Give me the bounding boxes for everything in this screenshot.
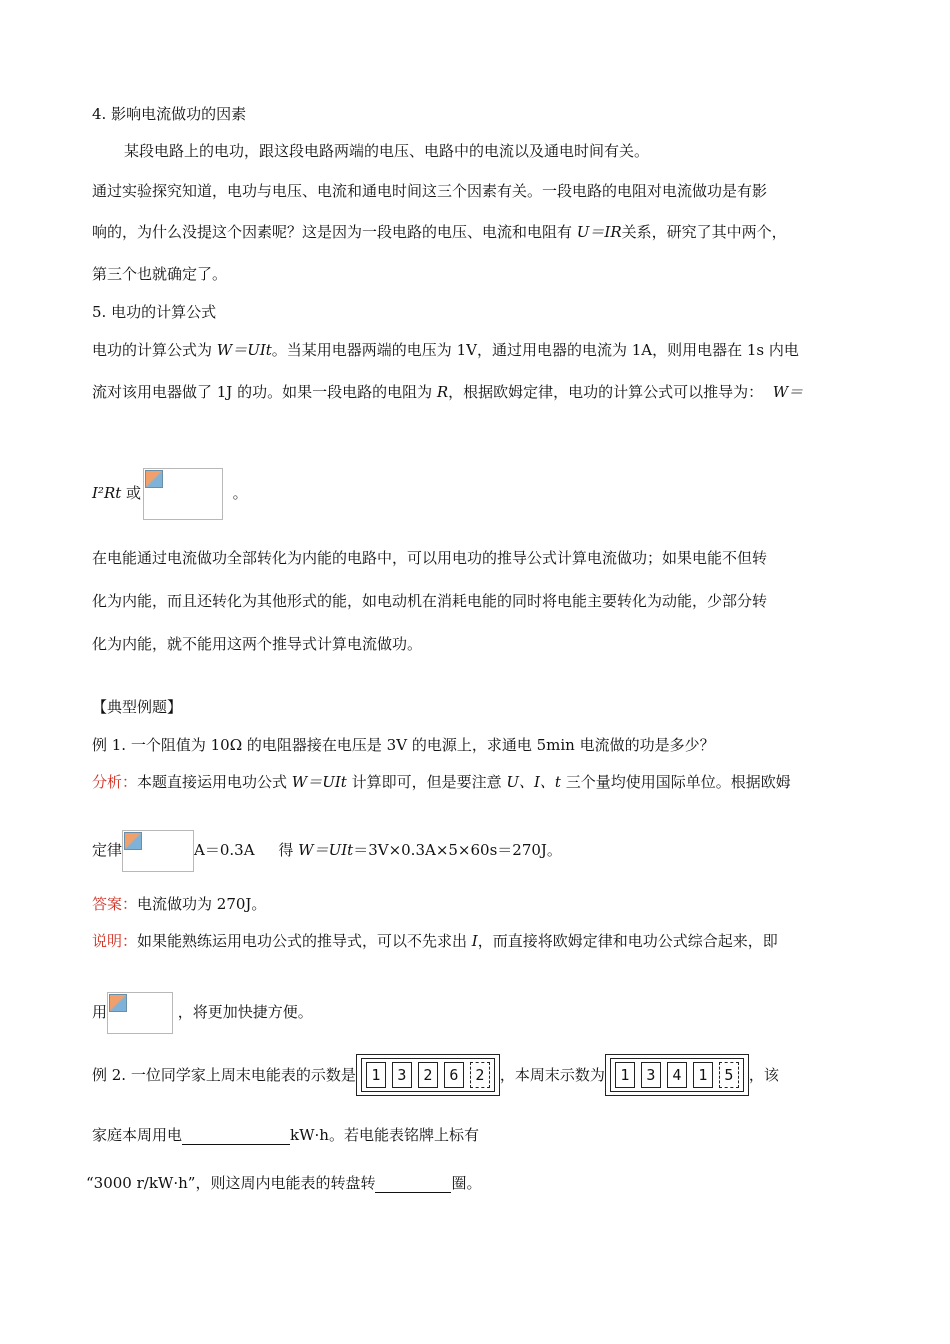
section-5-heading: 5. 电功的计算公式	[92, 303, 217, 321]
text-segment: 或	[121, 484, 142, 502]
text-segment: 本题直接运用电功公式	[137, 773, 292, 791]
text-segment: ＝3V×0.3A×5×60s＝270J。	[353, 841, 562, 859]
section-5-paragraph-line-3: 化为内能，就不能用这两个推导式计算电流做功。	[92, 635, 423, 653]
text-segment: ，本周末示数为	[499, 1066, 605, 1084]
example-1-ohms-law-line	[92, 828, 562, 872]
example-1-note	[92, 931, 778, 951]
variable-i: I	[471, 932, 478, 950]
energy-meter-this-week	[605, 1054, 749, 1096]
text-segment: 响的，为什么没提这个因素呢？这是因为一段电路的电压、电流和电阻有	[92, 223, 577, 241]
text-segment: A＝0.3A	[194, 841, 255, 859]
section-4-paragraph-2-line-1	[92, 181, 860, 201]
broken-image-icon	[124, 832, 142, 850]
variable-r: R	[436, 383, 449, 401]
example-2-question-line-2	[92, 1125, 479, 1145]
example-1-analysis	[92, 772, 791, 792]
section-4-paragraph-2-line-2	[92, 222, 787, 242]
meter-digit: 6	[444, 1062, 464, 1088]
text-segment: ，根据欧姆定律，电功的计算公式可以推导为：	[448, 383, 764, 401]
text-segment: 流对该用电器做了 1J 的功。如果一段电路的电阻为	[92, 383, 437, 401]
meter-decimal-digit: 2	[470, 1062, 490, 1088]
text-segment: 三个量均使用国际单位。根据欧姆	[560, 773, 791, 791]
formula-w-uit: W＝UIt	[291, 773, 347, 791]
meter-digit: 1	[366, 1062, 386, 1088]
formula-i2rt: I²Rt	[92, 484, 122, 502]
section-5-line-3	[92, 466, 248, 520]
examples-heading: 【典型例题】	[92, 698, 183, 716]
example-1-question: 例 1. 一个阻值为 10Ω 的电阻器接在电压是 3V 的电源上，求通电 5min 电流做的功是多少？	[92, 736, 715, 754]
example-2-question-line-1	[92, 1053, 779, 1097]
text-segment: 。	[232, 484, 248, 502]
text-segment: 用	[92, 1003, 108, 1021]
section-4-paragraph-2-line-3: 第三个也就确定了。	[92, 265, 228, 283]
variables-u-i-t: U、I、t	[506, 773, 561, 791]
meter-digit: 3	[641, 1062, 661, 1088]
text-segment: 家庭本周用电	[92, 1126, 183, 1144]
meter-digit: 3	[392, 1062, 412, 1088]
text-segment: 通过实验探究知道，电功与电压、电流和通电时间这三个因素有关。一段电路的电阻对电流做功是有影	[92, 182, 768, 200]
answer-blank-energy[interactable]	[182, 1128, 290, 1145]
text-segment: ，将更加快捷方便。	[177, 1003, 313, 1021]
broken-image-icon	[109, 994, 127, 1012]
formula-image-placeholder	[122, 830, 194, 872]
formula-u-ir: U＝IR	[576, 223, 622, 241]
analysis-label: 分析：	[92, 773, 138, 791]
section-5-line-2	[92, 382, 803, 402]
section-5-paragraph-line-1	[92, 548, 860, 568]
answer-blank-revolutions[interactable]	[375, 1176, 451, 1193]
example-1-answer	[92, 894, 266, 914]
text-segment: 如果能熟练运用电功公式的推导式，可以不先求出	[137, 932, 472, 950]
meter-digit: 2	[418, 1062, 438, 1088]
text-segment: 化为内能，而且还转化为其他形式的能，如电动机在消耗电能的同时将电能主要转化为动能，少部分转	[92, 592, 768, 610]
meter-digit: 1	[693, 1062, 713, 1088]
meter-decimal-digit: 5	[719, 1062, 739, 1088]
example-2-question-line-3	[86, 1173, 481, 1193]
text-segment: “3000 r/kW·h”，则这周内电能表的转盘转	[86, 1174, 376, 1192]
text-segment: 圈。	[451, 1174, 482, 1192]
text-segment: ，该	[748, 1066, 779, 1084]
formula-w-equals: W＝	[772, 383, 804, 401]
section-4-heading: 4. 影响电流做功的因素	[92, 105, 247, 123]
note-label: 说明：	[92, 932, 138, 950]
energy-meter-last-week	[356, 1054, 500, 1096]
broken-image-icon	[145, 470, 163, 488]
formula-w-uit: W＝UIt	[298, 841, 354, 859]
meter-digit: 1	[615, 1062, 635, 1088]
formula-w-uit: W＝UIt	[216, 341, 272, 359]
text-segment: 关系，研究了其中两个，	[621, 223, 787, 241]
text-segment: 电功的计算公式为	[92, 341, 217, 359]
text-segment: 计算即可，但是要注意	[346, 773, 507, 791]
text-segment: 电流做功为 270J。	[137, 895, 267, 913]
text-segment: kW·h。若电能表铭牌上标有	[290, 1126, 479, 1144]
formula-image-placeholder	[107, 992, 173, 1034]
meter-digit: 4	[667, 1062, 687, 1088]
text-segment: 在电能通过电流做功全部转化为内能的电路中，可以用电功的推导公式计算电流做功；如果电能不但转	[92, 549, 768, 567]
text-segment: ，而直接将欧姆定律和电功公式综合起来，即	[477, 932, 778, 950]
section-4-paragraph-1: 某段电路上的电功，跟这段电路两端的电压、电路中的电流以及通电时间有关。	[124, 142, 650, 160]
formula-image-placeholder	[143, 468, 223, 520]
example-1-use-line	[92, 990, 313, 1034]
text-segment: 定律	[92, 841, 123, 859]
answer-label: 答案：	[92, 895, 138, 913]
section-5-line-1	[92, 340, 799, 360]
section-5-paragraph-line-2	[92, 591, 860, 611]
text-segment: 例 2. 一位同学家上周末电能表的示数是	[92, 1066, 356, 1084]
text-segment: 得	[278, 841, 299, 859]
text-segment: 。当某用电器两端的电压为 1V，通过用电器的电流为 1A，则用电器在 1s 内电	[271, 341, 799, 359]
